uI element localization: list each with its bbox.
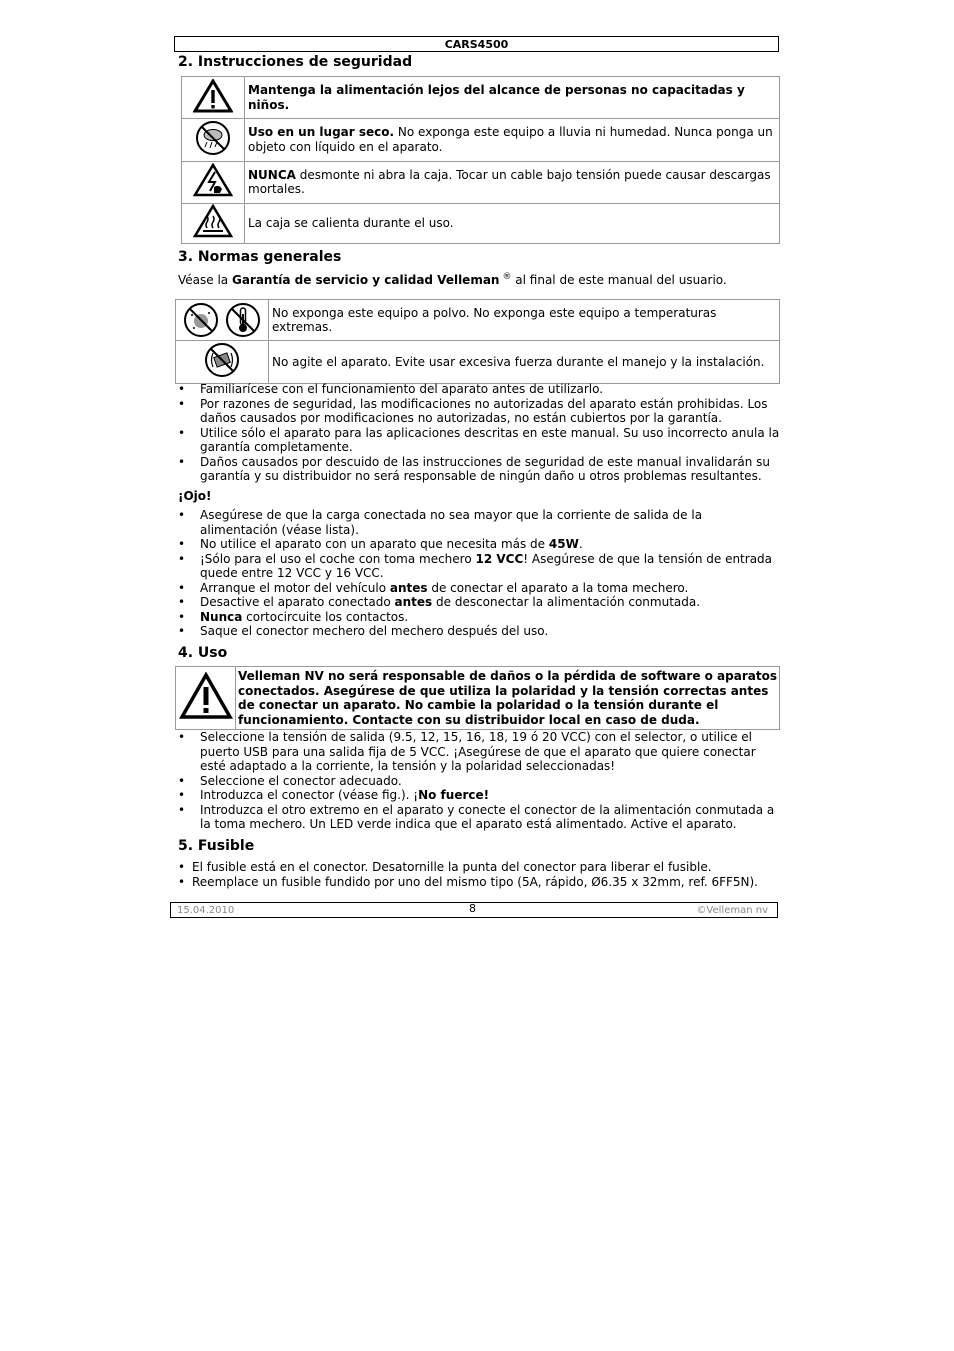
table-row [176,300,780,341]
no-temperature-icon [224,301,262,339]
document-header [174,36,779,52]
safety-row-4-text: La caja se calienta durante el uso. [248,215,454,230]
no-rain-icon [194,119,232,157]
list-item: • Utilice sólo el aparato para las aplicaciones descritas en este manual. Su uso incorrecto anula la garantía completamente. [175,426,780,455]
list-item: • El fusible está en el conector. Desatornille la punta del conector para liberar el fusible. [175,860,780,875]
safety-row-2-text: No exponga este equipo a lluvia ni humedad. Nunca ponga un objeto con líquido en el aparato. [248,125,773,154]
list-item: • Familiarícese con el funcionamiento del aparato antes de utilizarlo. [175,382,780,397]
table-row [176,341,780,384]
list-item: • No utilice el aparato con un aparato que necesita más de 45W. [175,537,780,552]
list-item: • Arranque el motor del vehículo antes de conectar el aparato a la toma mechero. [175,581,780,596]
no-dust-icon [182,301,220,339]
table-row [182,161,780,203]
section-title-safety: 2. Instrucciones de seguridad [178,54,413,70]
section-title-use: 4. Uso [178,645,228,661]
list-item: • Seleccione la tensión de salida (9.5, 12, 15, 16, 18, 19 ó 20 VCC) con el selector, o utilice el puerto USB para una salida fija de 5 VCC. ¡Asegúrese de que el aparato que quiere conectar esté adaptado a la corriente, la tensión y la polaridad seleccionadas! [175,730,780,774]
warning-triangle-icon [193,79,233,113]
general-row-1-text: No exponga este equipo a polvo. No exponga este equipo a temperaturas extremas. [269,300,780,341]
electric-shock-icon [193,163,233,197]
footer-copyright: ©Velleman nv [696,905,768,916]
footer-date: 15.04.2010 [177,905,235,916]
list-item: • Daños causados por descuido de las instrucciones de seguridad de este manual invalidarán su garantía y su distribuidor no será responsable de ningún daño u otros problemas resultantes. [175,455,780,484]
list-item: • Por razones de seguridad, las modificaciones no autorizadas del aparato están prohibidas. Los daños causados por modificaciones no autorizadas, no están cubiertos por la garantía. [175,397,780,426]
table-row [182,77,780,119]
model-number: CARS4500 [444,38,509,51]
section-title-fuse: 5. Fusible [178,838,255,854]
safety-row-3-bold: NUNCA [248,167,296,182]
intro-warranty-title: Garantía de servicio y calidad Velleman [231,273,500,287]
list-item: • Introduzca el otro extremo en el aparato y conecte el conector de la alimentación conmutada a la toma mechero. Un LED verde indica que el aparato está alimentado. Active el aparato. [175,803,780,832]
table-row [182,119,780,162]
caution-title: ¡Ojo! [178,489,212,503]
list-item: • Nunca cortocircuite los contactos. [175,610,780,625]
use-bullets [175,730,780,832]
use-warning-table [175,666,780,730]
intro-text: Véase la [178,273,232,287]
safety-row-1-bold: Mantenga la alimentación lejos del alcance de personas no capacitadas y niños. [248,83,745,112]
safety-row-2-bold: Uso en un lugar seco. [248,125,395,140]
general-table [175,299,780,384]
list-item: • Reemplace un fusible fundido por uno del mismo tipo (5A, rápido, Ø6.35 x 32mm, ref. 6FF5N). [175,875,780,890]
general-bullets [175,382,780,484]
list-item: • Saque el conector mechero del mechero después del uso. [175,624,780,639]
safety-table [181,76,780,244]
fuse-bullets [175,860,780,889]
list-item: • Seleccione el conector adecuado. [175,774,780,789]
use-warning-text: Velleman NV no será responsable de daños o la pérdida de software o aparatos conectados. Asegúrese de que utiliza la polaridad y la tensión correctas antes de conectar un aparato. No cambie la polaridad o la tensión durante el funcionamiento. Contacte con su distribuidor local en caso de duda. [236,667,780,730]
general-intro [178,270,778,288]
table-row [182,203,780,243]
list-item: • Introduzca el conector (véase fig.). ¡No fuerce! [175,788,780,803]
section-title-general: 3. Normas generales [178,249,342,265]
safety-row-3-text: desmonte ni abra la caja. Tocar un cable bajo tensión puede causar descargas mortales. [248,167,771,196]
warning-triangle-icon [179,672,233,720]
list-item: • Desactive el aparato conectado antes de desconectar la alimentación conmutada. [175,595,780,610]
registered-mark: ® [502,272,512,282]
caution-bullets [175,508,780,639]
list-item: • ¡Sólo para el uso el coche con toma mechero 12 VCC! Asegúrese de que la tensión de entrada quede entre 12 VCC y 16 VCC. [175,552,780,581]
document-footer [170,902,778,918]
intro-text-end: al final de este manual del usuario. [511,273,727,287]
hot-surface-icon [193,204,233,238]
list-item: • Asegúrese de que la carga conectada no sea mayor que la corriente de salida de la alimentación (véase lista). [175,508,780,537]
table-row [176,667,780,730]
page-number: 8 [469,902,476,915]
general-row-2-text: No agite el aparato. Evite usar excesiva fuerza durante el manejo y la instalación. [269,341,780,384]
no-shake-icon [203,341,241,379]
